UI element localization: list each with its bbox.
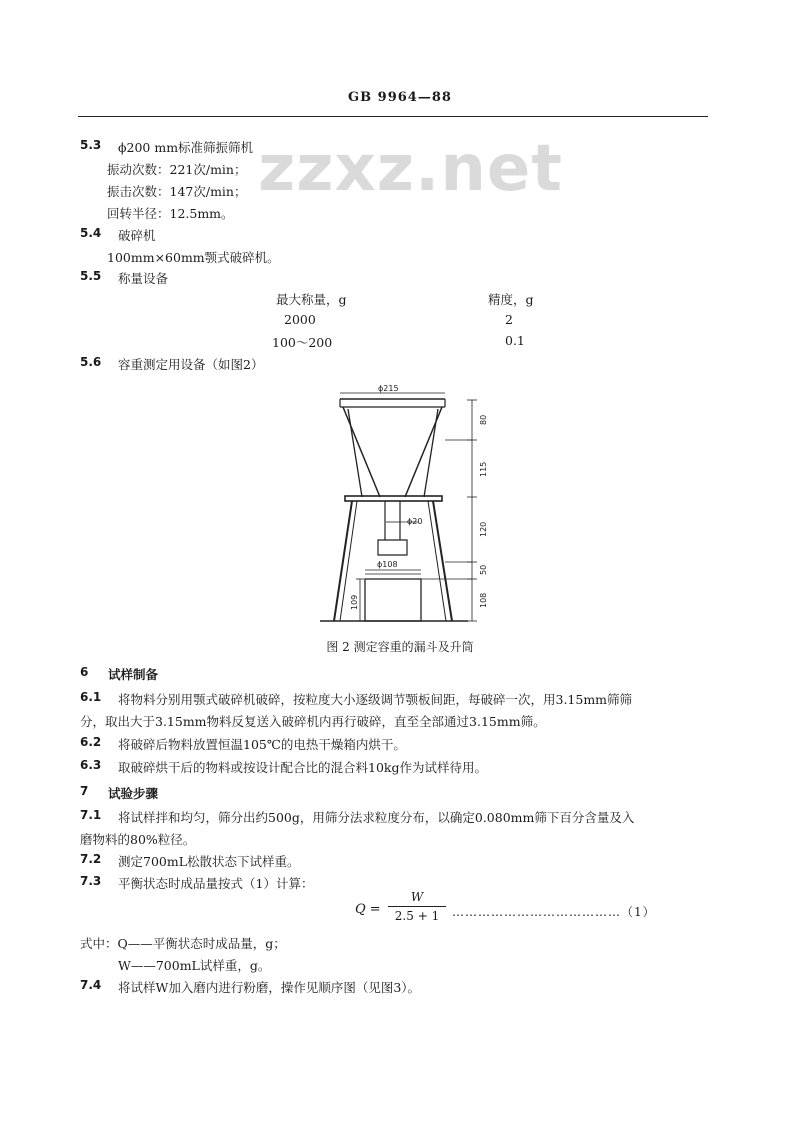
clause-number: 6.1 [80,690,102,704]
clause-number: 7.2 [80,852,102,866]
clause-number: 7.1 [80,808,102,822]
section-number: 6 [80,665,89,679]
dimension-label: 50 [479,564,488,575]
watermark: zzxz.net [258,132,563,206]
section-title: ϕ200 mm标准筛振筛机 [118,140,254,155]
section-title: 试验步骤 [108,786,159,801]
section-number: 7 [80,784,89,798]
dimension-label: ϕ20 [407,517,423,526]
section-number: 5.5 [80,269,102,283]
section-title: 容重测定用设备（如图2） [118,357,264,372]
section-title: 破碎机 [118,228,156,243]
section-number: 5.3 [80,138,102,152]
clause-number: 6.2 [80,735,102,749]
section-title: 试样制备 [108,667,159,682]
formula-where-line: 式中：Q——平衡状态时成品量，g； [80,936,286,951]
formula-lhs: Q = [355,902,381,917]
dimension-label: 80 [479,414,488,425]
table-cell: 100～200 [272,335,333,350]
formula-number: …………………………………（1） [452,905,656,919]
table-header: 最大称量，g [276,292,347,307]
table-cell: 2000 [284,312,316,327]
clause-number: 7.4 [80,978,102,992]
paragraph-line: 平衡状态时成品量按式（1）计算： [118,876,314,891]
paragraph-line: 取破碎烘干后的物料或按设计配合比的混合料10kg作为试样待用。 [118,760,487,775]
formula-denominator: 2.5 + 1 [394,909,440,923]
dimension-label: ϕ215 [378,384,399,393]
fraction-bar [388,906,446,907]
paragraph-line: 将破碎后物料放置恒温105℃的电热干燥箱内烘干。 [118,737,406,752]
clause-number: 7.3 [80,874,102,888]
figure-caption: 图 2 测定容重的漏斗及升筒 [326,640,474,654]
dimension-label: 120 [479,521,488,537]
formula-where-line: W——700mL试样重，g。 [118,958,271,973]
paragraph-line: 将试样拌和均匀，筛分出约500g，用筛分法求粒度分布，以确定0.080mm筛下百分含量及入 [118,810,635,825]
paragraph-line: 磨物料的80%粒径。 [80,832,196,847]
paragraph-line: 分，取出大于3.15mm物料反复送入破碎机内再行破碎，直至全部通过3.15mm筛。 [80,714,546,729]
paragraph-line: 测定700mL松散状态下试样重。 [118,854,300,869]
table-header: 精度，g [488,292,534,307]
table-cell: 2 [505,312,513,327]
clause-number: 6.3 [80,758,102,772]
table-cell: 0.1 [505,333,525,348]
text-line: 振动次数：221次/min； [107,162,247,177]
text-line: 回转半径：12.5mm。 [107,206,234,221]
paragraph-line: 将物料分别用颚式破碎机破碎，按粒度大小逐级调节颚板间距，每破碎一次，用3.15mm筛筛 [118,692,633,707]
formula-numerator: W [410,890,424,904]
dimension-label: 109 [350,594,359,610]
section-number: 5.6 [80,355,102,369]
dimension-label: ϕ108 [377,560,398,569]
section-title: 称量设备 [118,271,169,286]
paragraph-line: 将试样W加入磨内进行粉磨，操作见顺序图（见图3）。 [118,980,421,995]
section-number: 5.4 [80,226,102,240]
page-header: GB 9964—88 [348,90,452,105]
text-line: 振击次数：147次/min； [107,184,247,199]
dimension-label: 108 [479,592,488,608]
formula-fraction [388,890,446,923]
text-line: 100mm×60mm颚式破碎机。 [107,250,280,265]
dimension-label: 115 [479,461,488,477]
